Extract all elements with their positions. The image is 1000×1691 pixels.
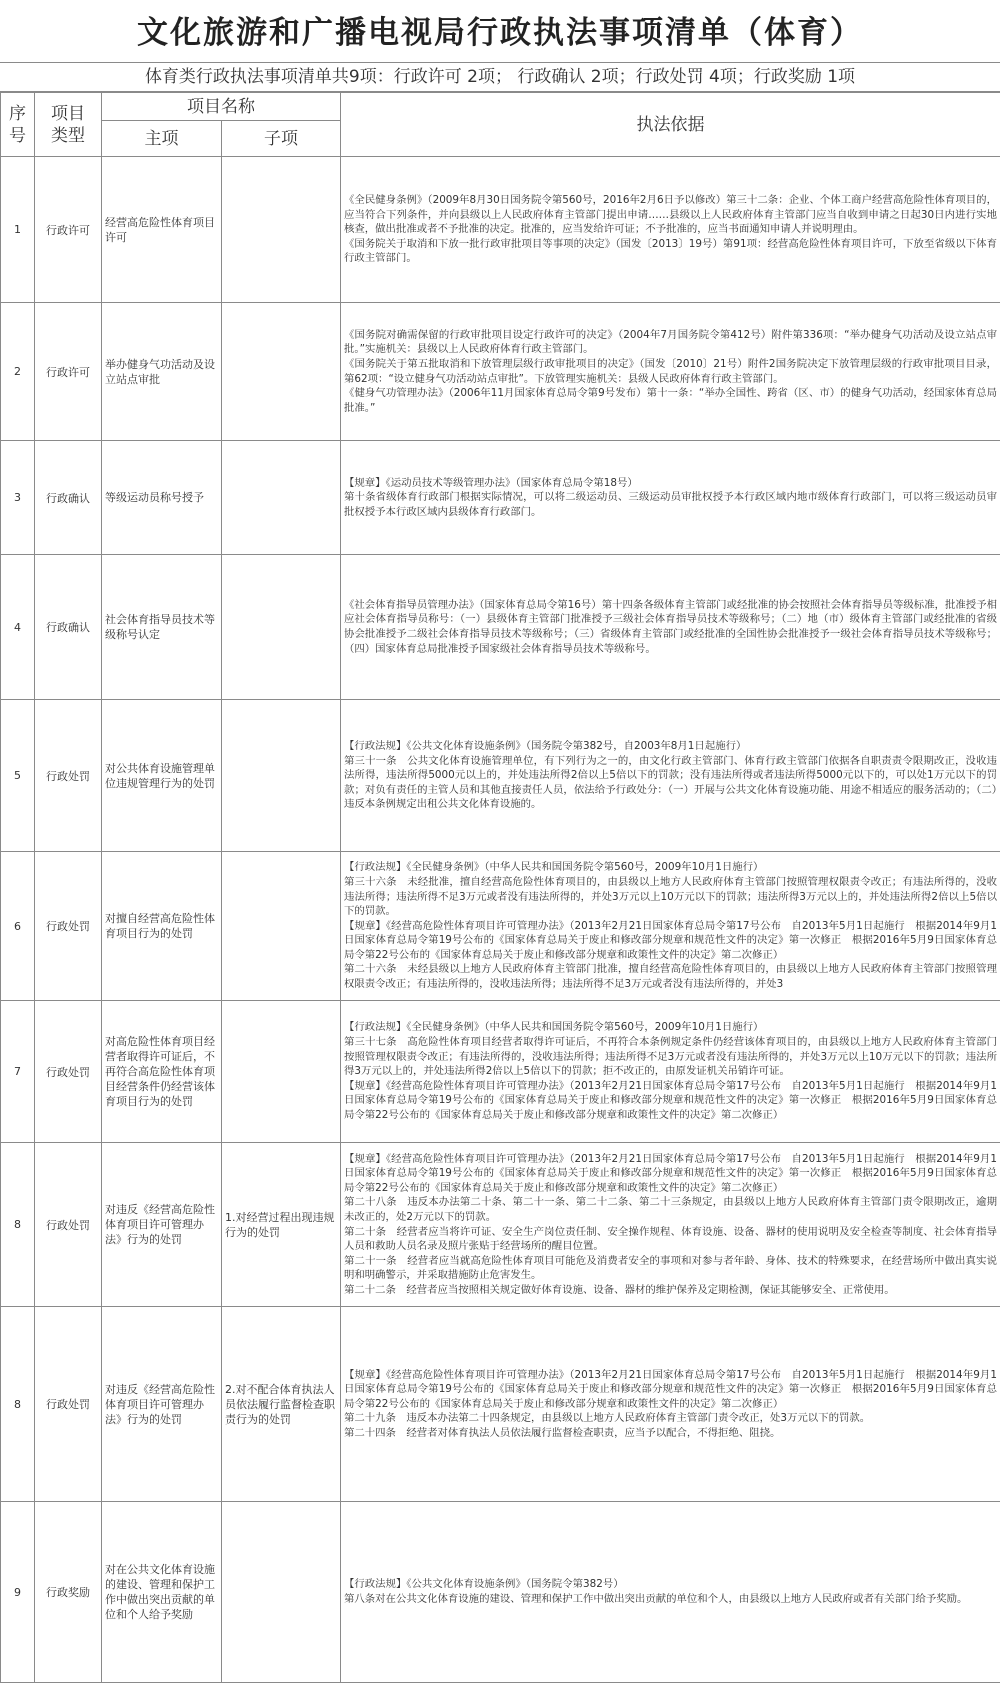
row-type: 行政许可 — [35, 303, 102, 441]
header-basis: 执法依据 — [341, 93, 1000, 157]
row-type: 行政奖励 — [35, 1502, 102, 1683]
row-main-item: 对公共体育设施管理单位违规管理行为的处罚 — [102, 700, 222, 852]
row-seq: 4 — [1, 555, 35, 700]
legal-basis-paragraph: 第二十八条 违反本办法第二十条、第二十一条、第二十二条、第二十三条规定，由县级以上地方人民政府体育主管部门责令限期改正，逾期未改正的，处2万元以下的罚款。 — [344, 1196, 997, 1223]
row-type: 行政处罚 — [35, 1143, 102, 1307]
row-type: 行政处罚 — [35, 852, 102, 1001]
row-seq: 9 — [1, 1502, 35, 1683]
legal-basis-paragraph: 《国务院关于取消和下放一批行政审批项目等事项的决定》（国发〔2013〕19号）第91项：经营高危险性体育项目许可，下放至省级以下体育行政主管部门。 — [344, 237, 997, 265]
row-sub-item: 1.对经营过程出现违规行为的处罚 — [222, 1143, 341, 1307]
row-legal-basis — [341, 1001, 1000, 1143]
row-type: 行政处罚 — [35, 700, 102, 852]
row-seq: 1 — [1, 157, 35, 303]
row-type: 行政处罚 — [35, 1001, 102, 1143]
row-seq: 7 — [1, 1001, 35, 1143]
row-main-item: 举办健身气功活动及设立站点审批 — [102, 303, 222, 441]
table-row — [1, 1001, 1000, 1143]
row-sub-item — [222, 1001, 341, 1143]
row-main-item: 对擅自经营高危险性体育项目行为的处罚 — [102, 852, 222, 1001]
table-row — [1, 1307, 1000, 1502]
legal-basis-paragraph: 《社会体育指导员管理办法》（国家体育总局令第16号）第十四条各级体育主管部门或经批准的协会按照社会体育指导员等级标准，批准授予相应社会体育指导员称号：（一）县级体育主管部门批准授予三级社会体育指导员技术等级称号；（二）地（市）级体育主管部门或经批准的省级协会批准授予二级社会体育指导员技术等级称号；（三）省级体育主管部门或经批准的全国性协会批准授予一级社会体育指导员技术等级称号；（四）国家体育总局批准授予国家级社会体育指导员技术等级称号。 — [344, 598, 997, 655]
header-type: 项目类型 — [35, 93, 102, 157]
row-main-item: 经营高危险性体育项目许可 — [102, 157, 222, 303]
legal-basis-paragraph: 【行政法规】《公共文化体育设施条例》（国务院令第382号） — [344, 1578, 624, 1591]
table-row — [1, 1502, 1000, 1683]
row-type: 行政许可 — [35, 157, 102, 303]
row-seq: 6 — [1, 852, 35, 1001]
legal-basis-paragraph: 【规章】《经营高危险性体育项目许可管理办法》（2013年2月21日国家体育总局令第17号公布 自2013年5月1日起施行 根据2014年9月1日国家体育总局令第19号公布的《国家体育总局关于废止和修改部分规章和规范性文件的决定》第一次修正 根据2016年5月9日国家体育总局令第22号公布的《国家体育总局关于废止和修改部分规章和政策性文件的决定》第二次修正） — [344, 1079, 997, 1121]
table-row — [1, 303, 1000, 441]
legal-basis-paragraph: 《国务院关于第五批取消和下放管理层级行政审批项目的决定》（国发〔2010〕21号）附件2国务院决定下放管理层级的行政审批项目目录，第62项：“设立健身气功活动站点审批”。下放管理实施机关：县级人民政府体育行政主管部门。 — [344, 357, 997, 385]
row-seq: 5 — [1, 700, 35, 852]
legal-basis-paragraph: 第二十六条 未经县级以上地方人民政府体育主管部门批准，擅自经营高危险性体育项目的，由县级以上地方人民政府体育主管部门按照管理权限责令改正；有违法所得的，没收违法所得；违法所得不足3万元或者没有违法所得的，并处3 — [344, 963, 997, 991]
legal-basis-paragraph: 《国务院对确需保留的行政审批项目设定行政许可的决定》（2004年7月国务院令第412号）附件第336项：“举办健身气功活动及设立站点审批。”实施机关：县级以上人民政府体育行政主管部门。 — [344, 328, 997, 356]
summary-line: 体育类行政执法事项清单共9项：行政许可 2项； 行政确认 2项；行政处罚 4项；行政奖励 1项 — [0, 63, 1000, 92]
legal-basis-paragraph: 【规章】《经营高危险性体育项目许可管理办法》（2013年2月21日国家体育总局令第17号公布 自2013年5月1日起施行 根据2014年9月1日国家体育总局令第19号公布的《国家体育总局关于废止和修改部分规章和规范性文件的决定》第一次修正 根据2016年5月9日国家体育总局令第22号公布的《国家体育总局关于废止和修改部分规章和政策性文件的决定》第二次修正） — [344, 1368, 997, 1410]
legal-basis-paragraph: 【规章】《经营高危险性体育项目许可管理办法》（2013年2月21日国家体育总局令第17号公布 自2013年5月1日起施行 根据2014年9月1日国家体育总局令第19号公布的《国家体育总局关于废止和修改部分规章和规范性文件的决定》第一次修正 根据2016年5月9日国家体育总局令第22号公布的《国家体育总局关于废止和修改部分规章和政策性文件的决定》第二次修正） — [344, 919, 997, 961]
row-type: 行政处罚 — [35, 1307, 102, 1502]
row-sub-item — [222, 441, 341, 555]
row-seq: 8 — [1, 1307, 35, 1502]
row-sub-item — [222, 852, 341, 1001]
legal-basis-paragraph: 【行政法规】《全民健身条例》（中华人民共和国国务院令第560号，2009年10月1日施行） — [344, 861, 764, 874]
legal-basis-paragraph: 【规章】《经营高危险性体育项目许可管理办法》（2013年2月21日国家体育总局令第17号公布 自2013年5月1日起施行 根据2014年9月1日国家体育总局令第19号公布的《国家体育总局关于废止和修改部分规章和规范性文件的决定》第一次修正 根据2016年5月9日国家体育总局令第22号公布的《国家体育总局关于废止和修改部分规章和政策性文件的决定》第二次修正） — [344, 1152, 997, 1194]
row-legal-basis — [341, 1307, 1000, 1502]
row-legal-basis — [341, 555, 1000, 700]
table-row — [1, 555, 1000, 700]
legal-basis-paragraph: 第八条对在公共文化体育设施的建设、管理和保护工作中做出突出贡献的单位和个人，由县级以上地方人民政府或者有关部门给予奖励。 — [344, 1593, 968, 1605]
row-legal-basis — [341, 852, 1000, 1001]
legal-basis-paragraph: 第二十四条 经营者对体育执法人员依法履行监督检查职责，应当予以配合，不得拒绝、阻挠。 — [344, 1426, 781, 1439]
row-sub-item — [222, 157, 341, 303]
row-main-item: 等级运动员称号授予 — [102, 441, 222, 555]
row-legal-basis — [341, 1143, 1000, 1307]
legal-basis-paragraph: 【规章】《运动员技术等级管理办法》（国家体育总局令第18号） — [344, 476, 638, 489]
legal-basis-paragraph: 第二十一条 经营者应当就高危险性体育项目可能危及消费者安全的事项和对参与者年龄、身体、技术的特殊要求，在经营场所中做出真实说明和明确警示，并采取措施防止危害发生。 — [344, 1254, 997, 1282]
row-type: 行政确认 — [35, 441, 102, 555]
header-name: 项目名称 — [102, 93, 341, 121]
header-seq: 序号 — [1, 93, 35, 157]
enforcement-table — [0, 92, 1000, 1683]
header-main: 主项 — [102, 121, 222, 157]
legal-basis-paragraph: 第二十条 经营者应当将许可证、安全生产岗位责任制、安全操作规程、体育设施、设备、器材的使用说明及安全检查等制度、社会体育指导人员和救助人员名录及照片张贴于经营场所的醒目位置。 — [344, 1225, 997, 1253]
row-seq: 3 — [1, 441, 35, 555]
row-legal-basis — [341, 700, 1000, 852]
row-sub-item — [222, 555, 341, 700]
row-main-item: 社会体育指导员技术等级称号认定 — [102, 555, 222, 700]
row-sub-item — [222, 1502, 341, 1683]
legal-basis-paragraph: 第三十一条 公共文化体育设施管理单位，有下列行为之一的，由文化行政主管部门、体育行政主管部门依据各自职责责令限期改正，没收违法所得，违法所得5000元以上的，并处违法所得2倍以上5倍以下的罚款；没有违法所得或者违法所得5000元以下的，可以处1万元以下的罚款；对负有责任的主管人员和其他直接责任人员，依法给予行政处分：（一）开展与公共文化体育设施功能、用途不相适应的服务活动的；（二）违反本条例规定出租公共文化体育设施的。 — [344, 754, 997, 811]
legal-basis-paragraph: 第三十七条 高危险性体育项目经营者取得许可证后，不再符合本条例规定条件仍经营该体育项目的，由县级以上地方人民政府体育主管部门按照管理权限责令改正；有违法所得的，没收违法所得；违法所得不足3万元或者没有违法所得的，并处3万元以上10万元以下的罚款；违法所得3万元以上的，并处违法所得2倍以上5倍以下的罚款；拒不改正的，由原发证机关吊销许可证。 — [344, 1036, 997, 1078]
legal-basis-paragraph: 第二十九条 违反本办法第二十四条规定，由县级以上地方人民政府体育主管部门责令改正，处3万元以下的罚款。 — [344, 1412, 871, 1425]
header-row-1 — [1, 93, 1000, 121]
row-main-item: 对高危险性体育项目经营者取得许可证后，不再符合高危险性体育项目经营条件仍经营该体育项目行为的处罚 — [102, 1001, 222, 1143]
row-legal-basis — [341, 1502, 1000, 1683]
row-legal-basis — [341, 303, 1000, 441]
legal-basis-paragraph: 【行政法规】《公共文化体育设施条例》（国务院令第382号，自2003年8月1日起施行） — [344, 740, 747, 753]
row-main-item: 对在公共文化体育设施的建设、管理和保护工作中做出突出贡献的单位和个人给予奖励 — [102, 1502, 222, 1683]
row-sub-item — [222, 303, 341, 441]
row-seq: 2 — [1, 303, 35, 441]
legal-basis-paragraph: 【行政法规】《全民健身条例》（中华人民共和国国务院令第560号，2009年10月1日施行） — [344, 1021, 764, 1034]
table-row — [1, 700, 1000, 852]
legal-basis-paragraph: 第二十二条 经营者应当按照相关规定做好体育设施、设备、器材的维护保养及定期检测，保证其能够安全、正常使用。 — [344, 1283, 895, 1296]
table-row — [1, 1143, 1000, 1307]
table-row — [1, 157, 1000, 303]
table-row — [1, 441, 1000, 555]
row-sub-item: 2.对不配合体育执法人员依法履行监督检查职责行为的处罚 — [222, 1307, 341, 1502]
legal-basis-paragraph: 第三十六条 未经批准，擅自经营高危险性体育项目的，由县级以上地方人民政府体育主管部门按照管理权限责令改正；有违法所得的，没收违法所得；违法所得不足3万元或者没有违法所得的，并处3万元以上10万元以下的罚款；违法所得3万元以上的，并处违法所得2倍以上5倍以下的罚款。 — [344, 875, 997, 918]
legal-basis-paragraph: 第十条省级体育行政部门根据实际情况，可以将二级运动员、三级运动员审批权授予本行政区域内地市级体育行政部门，可以将三级运动员审批权授予本行政区域内县级体育行政部门。 — [344, 491, 997, 518]
legal-basis-paragraph: 《健身气功管理办法》（2006年11月国家体育总局令第9号发布）第十一条：“举办全国性、跨省（区、市）的健身气功活动，经国家体育总局批准。” — [344, 387, 997, 414]
page-title: 文化旅游和广播电视局行政执法事项清单（体育） — [0, 0, 1000, 63]
legal-basis-paragraph: 《全民健身条例》（2009年8月30日国务院令第560号，2016年2月6日予以修改）第三十二条：企业、个体工商户经营高危险性体育项目的，应当符合下列条件，并向县级以上人民政府体育主管部门提出申请……县级以上人民政府体育主管部门应当自收到申请之日起30日内进行实地核查，做出批准或者不予批准的决定。批准的，应当发给许可证；不予批准的，应当书面通知申请人并说明理由。 — [344, 194, 997, 236]
row-main-item: 对违反《经营高危险性体育项目许可管理办法》行为的处罚 — [102, 1143, 222, 1307]
row-legal-basis — [341, 157, 1000, 303]
row-main-item: 对违反《经营高危险性体育项目许可管理办法》行为的处罚 — [102, 1307, 222, 1502]
row-sub-item — [222, 700, 341, 852]
row-legal-basis — [341, 441, 1000, 555]
row-seq: 8 — [1, 1143, 35, 1307]
header-sub: 子项 — [222, 121, 341, 157]
row-type: 行政确认 — [35, 555, 102, 700]
table-row — [1, 852, 1000, 1001]
